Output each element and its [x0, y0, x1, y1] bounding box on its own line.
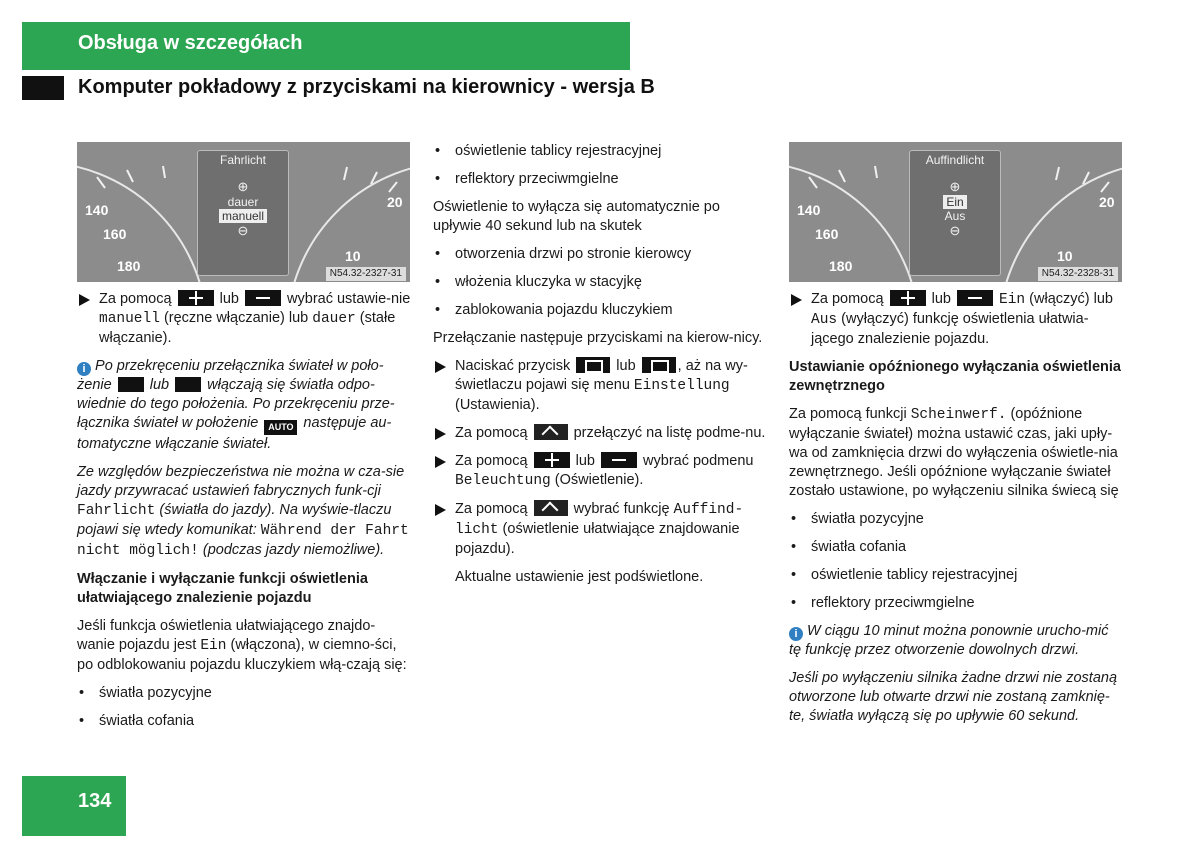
instruction-step: Za pomocą lub wybrać podmenu Beleuchtung (Oświetlenie).	[433, 452, 769, 491]
list-item: • reflektory przeciwmgielne	[789, 594, 1124, 613]
parking-light-icon	[118, 377, 144, 392]
panel-title: Auffindlicht	[925, 153, 985, 167]
display-panel	[197, 150, 289, 276]
back-button-icon	[534, 424, 568, 440]
display-panel	[909, 150, 1001, 276]
arrow-icon	[435, 504, 446, 516]
list-item: • światła cofania	[77, 712, 411, 731]
instruction-step: Za pomocą lub Ein (włączyć) lub Aus (wyłączyć) funkcję oświetlenia ułatwia-jącego znalezienie pojazdu.	[789, 290, 1124, 349]
list-item: • otworzenia drzwi po stronie kierowcy	[433, 245, 769, 264]
speed-label-140: 140	[797, 202, 821, 218]
minus-circle-icon: ⊖	[949, 223, 961, 238]
column-1	[77, 290, 411, 740]
instruction-step: Za pomocą wybrać funkcję Auffind-licht (oświetlenie ułatwiające znajdowanie pojazdu).	[433, 500, 769, 559]
arrow-icon	[435, 428, 446, 440]
list-item: • światła cofania	[789, 538, 1124, 557]
arrow-icon	[435, 361, 446, 373]
info-note: i W ciągu 10 minut można ponownie urucho-mić tę funkcję przez otworzenie dowolnych drzwi.	[789, 623, 1109, 658]
list-item: • oświetlenie tablicy rejestracyjnej	[789, 566, 1124, 585]
figure-code: N54.32-2327-31	[326, 267, 406, 281]
page-subtitle: Komputer pokładowy z przyciskami na kierownicy - wersja B	[78, 76, 655, 98]
instruction-step: Za pomocą lub wybrać ustawie-nie manuell (ręczne włączanie) lub dauer (stałe włączanie).	[77, 290, 411, 348]
section-title: Obsługa w szczegółach	[78, 32, 303, 54]
column-2	[433, 142, 769, 596]
info-icon: i	[789, 627, 803, 641]
menu-button-icon	[576, 357, 610, 373]
speed-label-160: 160	[815, 226, 839, 242]
panel-title: Fahrlicht	[219, 153, 266, 167]
arrow-icon	[79, 294, 90, 306]
safety-note: Ze względów bezpieczeństwa nie można w cza-sie jazdy przywracać ustawień fabrycznych funk-cji Fahrlicht (światła do jazdy). Na wyświe-tlaczu pojawi się wtedy komunikat: Während der Fahrt nicht möglich! (podczas jazdy niemożliwe).	[77, 464, 409, 559]
italic-note: Jeśli po wyłączeniu silnika żadne drzwi nie zostaną otworzone lub otwarte drzwi nie zostaną zamknię-te, światła wyłączą się po upływie 60 sekund.	[789, 670, 1118, 724]
plus-button-icon	[178, 290, 214, 306]
section-header-bar	[22, 22, 630, 70]
minus-circle-icon: ⊖	[237, 223, 249, 238]
info-note: i Po przekręceniu przełącznika świateł w poło-żenie lub włączają się światła odpo-wiednie do tego położenia. Po przekręceniu prze-łącznika świateł w położenie AUTO następuje au-tomatyczne włączanie świateł.	[77, 358, 395, 452]
figure-code: N54.32-2328-31	[1038, 267, 1118, 281]
plus-circle-icon: ⊕	[237, 179, 249, 194]
auto-icon: AUTO	[264, 420, 297, 435]
minus-button-icon	[601, 452, 637, 468]
rpm-label-10: 10	[345, 248, 361, 264]
list-item: • reflektory przeciwmgielne	[433, 170, 769, 189]
column-3	[789, 290, 1124, 735]
step-note: Aktualne ustawienie jest podświetlone.	[455, 569, 704, 585]
speed-label-140: 140	[85, 202, 109, 218]
list-item: • zablokowania pojazdu kluczykiem	[433, 301, 769, 320]
section-heading: Ustawianie opóźnionego wyłączania oświetlenia zewnętrznego	[789, 359, 1121, 394]
speed-label-180: 180	[117, 258, 141, 274]
instruction-step: Za pomocą przełączyć na listę podme-nu.	[433, 424, 769, 443]
paragraph: Jeśli funkcja oświetlenia ułatwiającego znajdo-wanie pojazdu jest Ein (włączona), w ciemno-ści, po odblokowaniu pojazdu kluczykiem włą-czają się:	[77, 618, 407, 673]
instrument-cluster-image-auffindlicht	[789, 142, 1122, 282]
speed-label-180: 180	[829, 258, 853, 274]
page-number: 134	[78, 790, 112, 812]
rpm-label-20: 20	[387, 194, 403, 210]
section-heading: Włączanie i wyłączanie funkcji oświetlenia ułatwiającego znalezienie pojazdu	[77, 571, 368, 606]
speed-label-160: 160	[103, 226, 127, 242]
instruction-step: Naciskać przycisk lub , aż na wy-świetlaczu pojawi się menu Einstellung (Ustawienia).	[433, 357, 769, 415]
minus-button-icon	[245, 290, 281, 306]
menu-button-icon	[642, 357, 676, 373]
info-icon: i	[77, 362, 91, 376]
option-dauer: dauer	[227, 195, 259, 209]
rpm-label-20: 20	[1099, 194, 1115, 210]
plus-button-icon	[534, 452, 570, 468]
page-number-box	[22, 776, 126, 836]
instrument-cluster-image-fahrlicht	[77, 142, 410, 282]
list-item: • światła pozycyjne	[77, 684, 411, 703]
arrow-icon	[435, 456, 446, 468]
arrow-icon	[791, 294, 802, 306]
option-manuell: manuell	[219, 209, 267, 223]
paragraph: Oświetlenie to wyłącza się automatycznie po upływie 40 sekund lub na skutek	[433, 199, 720, 234]
paragraph: Przełączanie następuje przyciskami na kierow-nicy.	[433, 330, 763, 346]
rpm-label-10: 10	[1057, 248, 1073, 264]
option-ein: Ein	[943, 195, 966, 209]
minus-button-icon	[957, 290, 993, 306]
list-item: • oświetlenie tablicy rejestracyjnej	[433, 142, 769, 161]
headlight-icon	[175, 377, 201, 392]
section-marker	[22, 76, 64, 100]
list-item: • włożenia kluczyka w stacyjkę	[433, 273, 769, 292]
paragraph: Za pomocą funkcji Scheinwerf. (opóźnione wyłączanie świateł) można ustawić czas, jaki upły-wa od zamknięcia drzwi do wyłączenia oświetle-nia zewnętrznego. Jeśli opóźnione wyłączanie świateł zostało ustawione, po wyłączeniu silnika świecą się	[789, 406, 1119, 499]
plus-circle-icon: ⊕	[949, 179, 961, 194]
option-aus: Aus	[944, 209, 966, 223]
list-item: • światła pozycyjne	[789, 510, 1124, 529]
plus-button-icon	[890, 290, 926, 306]
back-button-icon	[534, 500, 568, 516]
